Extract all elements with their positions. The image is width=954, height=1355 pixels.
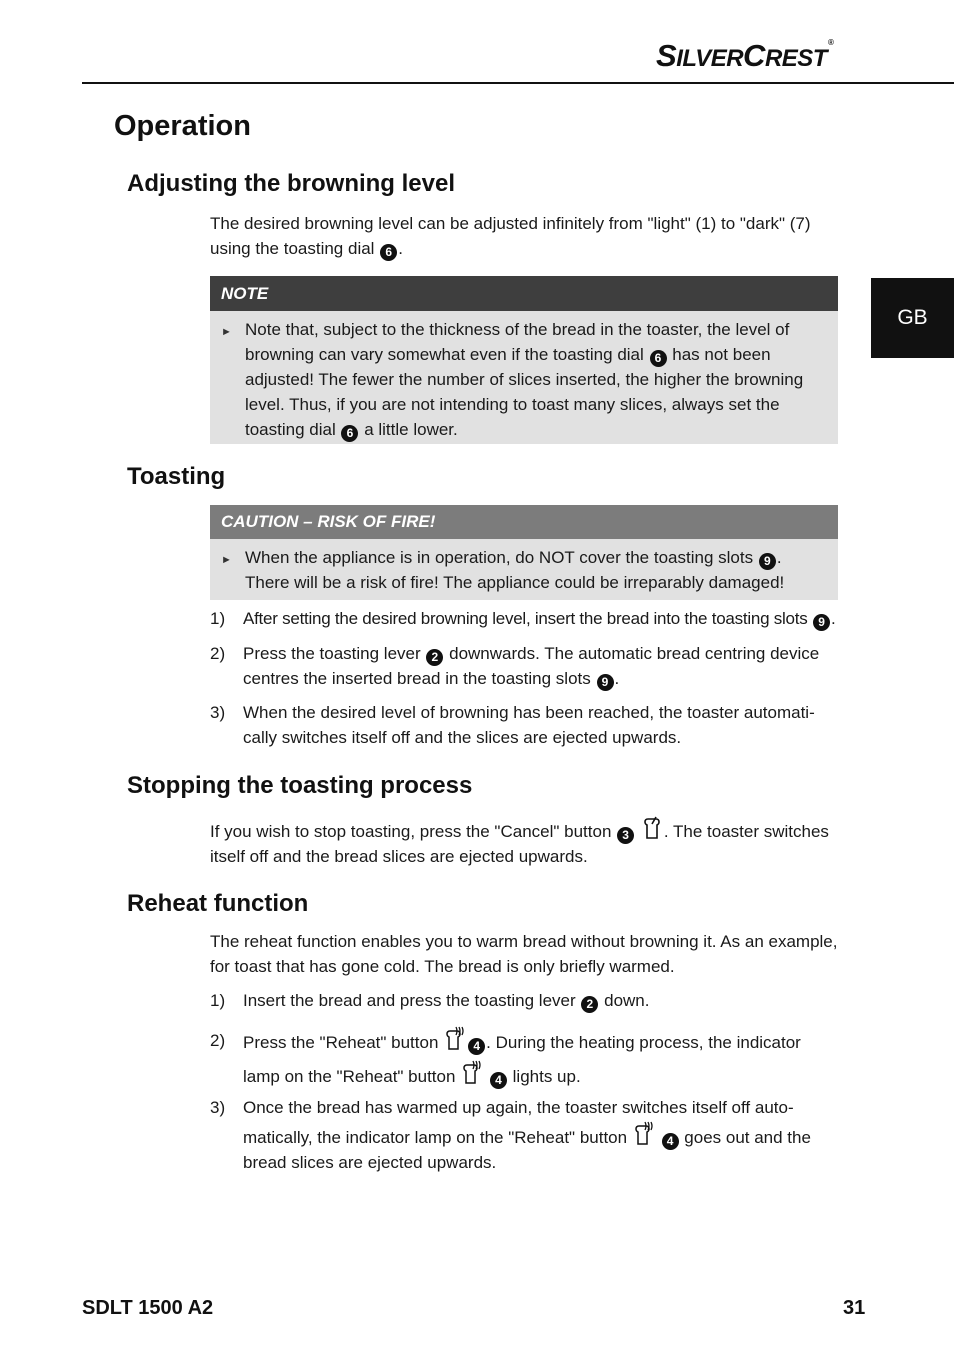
language-tab-label: GB: [897, 306, 928, 329]
part-number-badge: 2: [426, 649, 443, 666]
note-heading: NOTE: [210, 276, 838, 311]
step-text-end: goes out and the bread slices are ejected upwards.: [243, 1128, 811, 1172]
list-item: [210, 606, 842, 631]
step-text: Insert the bread and press the toasting lever: [243, 991, 576, 1010]
step-text-end: lights up.: [512, 1067, 581, 1086]
step-number: 2): [210, 1031, 226, 1050]
heading-toasting: Toasting: [127, 463, 226, 490]
part-number-badge: 6: [380, 244, 397, 261]
part-number-badge: 9: [759, 553, 776, 570]
step-number: 2): [210, 644, 226, 663]
part-number-badge: 9: [597, 674, 614, 691]
caution-heading: CAUTION – RISK OF FIRE!: [210, 505, 838, 539]
note-text-3: a little lower.: [364, 420, 458, 439]
note-text-1: Note that, subject to the thickness of the bread in the toaster, the level of browning can vary somewhat even if the toasting dial: [245, 320, 790, 364]
caution-text-1: When the appliance is in operation, do NOT cover the toasting slots: [245, 548, 754, 567]
step-text: downwards. The automatic bread centring device centres the inserted bread in the toasting slots: [243, 644, 820, 688]
reheat-toast-icon: [444, 1025, 466, 1051]
list-item: [210, 700, 842, 750]
browning-paragraph: [210, 211, 842, 261]
stopping-paragraph: [210, 816, 844, 869]
browning-text-end: .: [398, 239, 403, 258]
trademark-symbol: ®: [827, 38, 834, 47]
list-item: [210, 641, 842, 691]
page-title: Operation: [114, 110, 251, 142]
language-tab: [871, 278, 954, 358]
caution-body: [210, 539, 838, 601]
stopping-text-2: . The toaster switches itself off and the bread slices are ejected upwards.: [210, 822, 829, 866]
step-text: Press the toasting lever: [243, 644, 421, 663]
bullet-arrow-icon: ►: [221, 554, 232, 566]
list-item: [210, 1095, 842, 1175]
page-number: 31: [843, 1297, 866, 1319]
list-item: [210, 988, 842, 1013]
footer-model: SDLT 1500 A2: [82, 1297, 214, 1319]
step-text: After setting the desired browning level, insert the bread into the toasting slots: [243, 609, 808, 628]
part-number-badge: 3: [617, 827, 634, 844]
part-number-badge: 2: [581, 996, 598, 1013]
step-text-end: down.: [604, 991, 650, 1010]
list-item: [210, 1025, 842, 1093]
step-text-end: .: [614, 669, 620, 688]
stopping-text-1: If you wish to stop toasting, press the "Cancel" button: [210, 822, 612, 841]
cancel-toast-icon: [641, 816, 663, 840]
reheat-paragraph: The reheat function enables you to warm bread without browning it. As an example, for toast that has gone cold. The bread is only briefly warmed.: [210, 932, 838, 976]
brand-logo: SILVERCREST®: [656, 38, 834, 73]
note-body: [210, 311, 838, 448]
caution-text-2: . There will be a risk of fire! The appliance could be irreparably damaged!: [245, 548, 785, 592]
heading-stopping: Stopping the toasting process: [127, 772, 473, 799]
caution-box: [210, 505, 838, 600]
note-box: [210, 276, 838, 444]
part-number-badge: 4: [662, 1133, 679, 1150]
step-text: Press the "Reheat" button: [243, 1033, 439, 1052]
step-number: 3): [210, 1098, 226, 1117]
heading-reheat: Reheat function: [127, 890, 309, 917]
step-text: When the desired level of browning has been reached, the toaster automati-cally switches itself off and the slices are ejected upwards.: [243, 703, 815, 747]
note-text-2: has not been adjusted! The fewer the number of slices inserted, the higher the browning level. Thus, if you are not intending to toast many slices, always set the toasting dial: [245, 345, 804, 439]
step-text-end: .: [830, 609, 836, 628]
step-number: 3): [210, 703, 226, 722]
heading-browning: Adjusting the browning level: [127, 170, 456, 197]
header-divider: [82, 82, 954, 84]
step-text: Once the bread has warmed up again, the toaster switches itself off auto-matically, the indicator lamp on the "Reheat" button: [243, 1098, 794, 1147]
reheat-toast-icon: [633, 1120, 655, 1146]
bullet-arrow-icon: ►: [221, 326, 232, 338]
step-text: . During the heating process, the indicator lamp on the "Reheat" button: [243, 1033, 801, 1086]
part-number-badge: 6: [341, 425, 358, 442]
step-number: 1): [210, 991, 226, 1010]
part-number-badge: 9: [813, 614, 830, 631]
reheat-toast-icon: [461, 1059, 483, 1085]
part-number-badge: 4: [468, 1038, 485, 1055]
browning-text: The desired browning level can be adjusted infinitely from "light" (1) to "dark" (7) using the toasting dial: [210, 214, 811, 258]
part-number-badge: 6: [650, 350, 667, 367]
part-number-badge: 4: [490, 1072, 507, 1089]
step-number: 1): [210, 609, 226, 628]
